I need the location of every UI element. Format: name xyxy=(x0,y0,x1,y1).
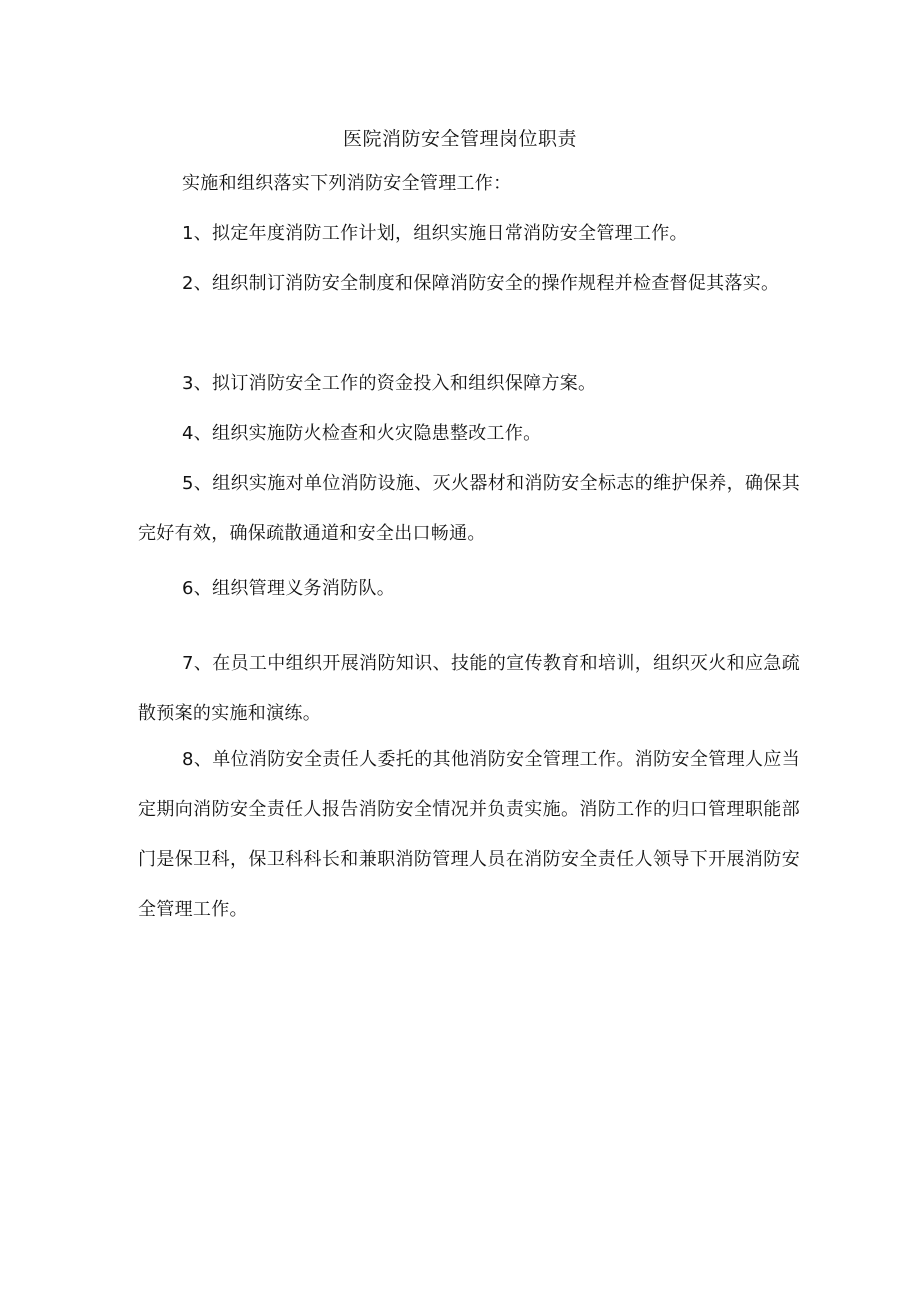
item-4: 4、组织实施防火检查和火灾隐患整改工作。 xyxy=(182,423,542,444)
item-7: 7、在员工中组织开展消防知识、技能的宣传教育和培训，组织灭火和应急疏散预案的实施和演练。 xyxy=(138,653,800,724)
item-1: 1、拟定年度消防工作计划，组织实施日常消防安全管理工作。 xyxy=(182,223,688,244)
document-title: 医院消防安全管理岗位职责 xyxy=(342,128,577,150)
item-3: 3、拟订消防安全工作的资金投入和组织保障方案。 xyxy=(182,373,597,394)
item-5: 5、组织实施对单位消防设施、灭火器材和消防安全标志的维护保养，确保其完好有效，确保疏散通道和安全出口畅通。 xyxy=(138,473,800,544)
item-2: 2、组织制订消防安全制度和保障消防安全的操作规程并检查督促其落实。 xyxy=(182,273,780,294)
item-6: 6、组织管理义务消防队。 xyxy=(182,578,396,599)
intro-paragraph: 实施和组织落实下列消防安全管理工作： xyxy=(182,173,512,194)
item-8: 8、单位消防安全责任人委托的其他消防安全管理工作。消防安全管理人应当定期向消防安全责任人报告消防安全情况并负责实施。消防工作的归口管理职能部门是保卫科，保卫科科长和兼职消防管理人员在消防安全责任人领导下开展消防安全管理工作。 xyxy=(138,749,800,920)
